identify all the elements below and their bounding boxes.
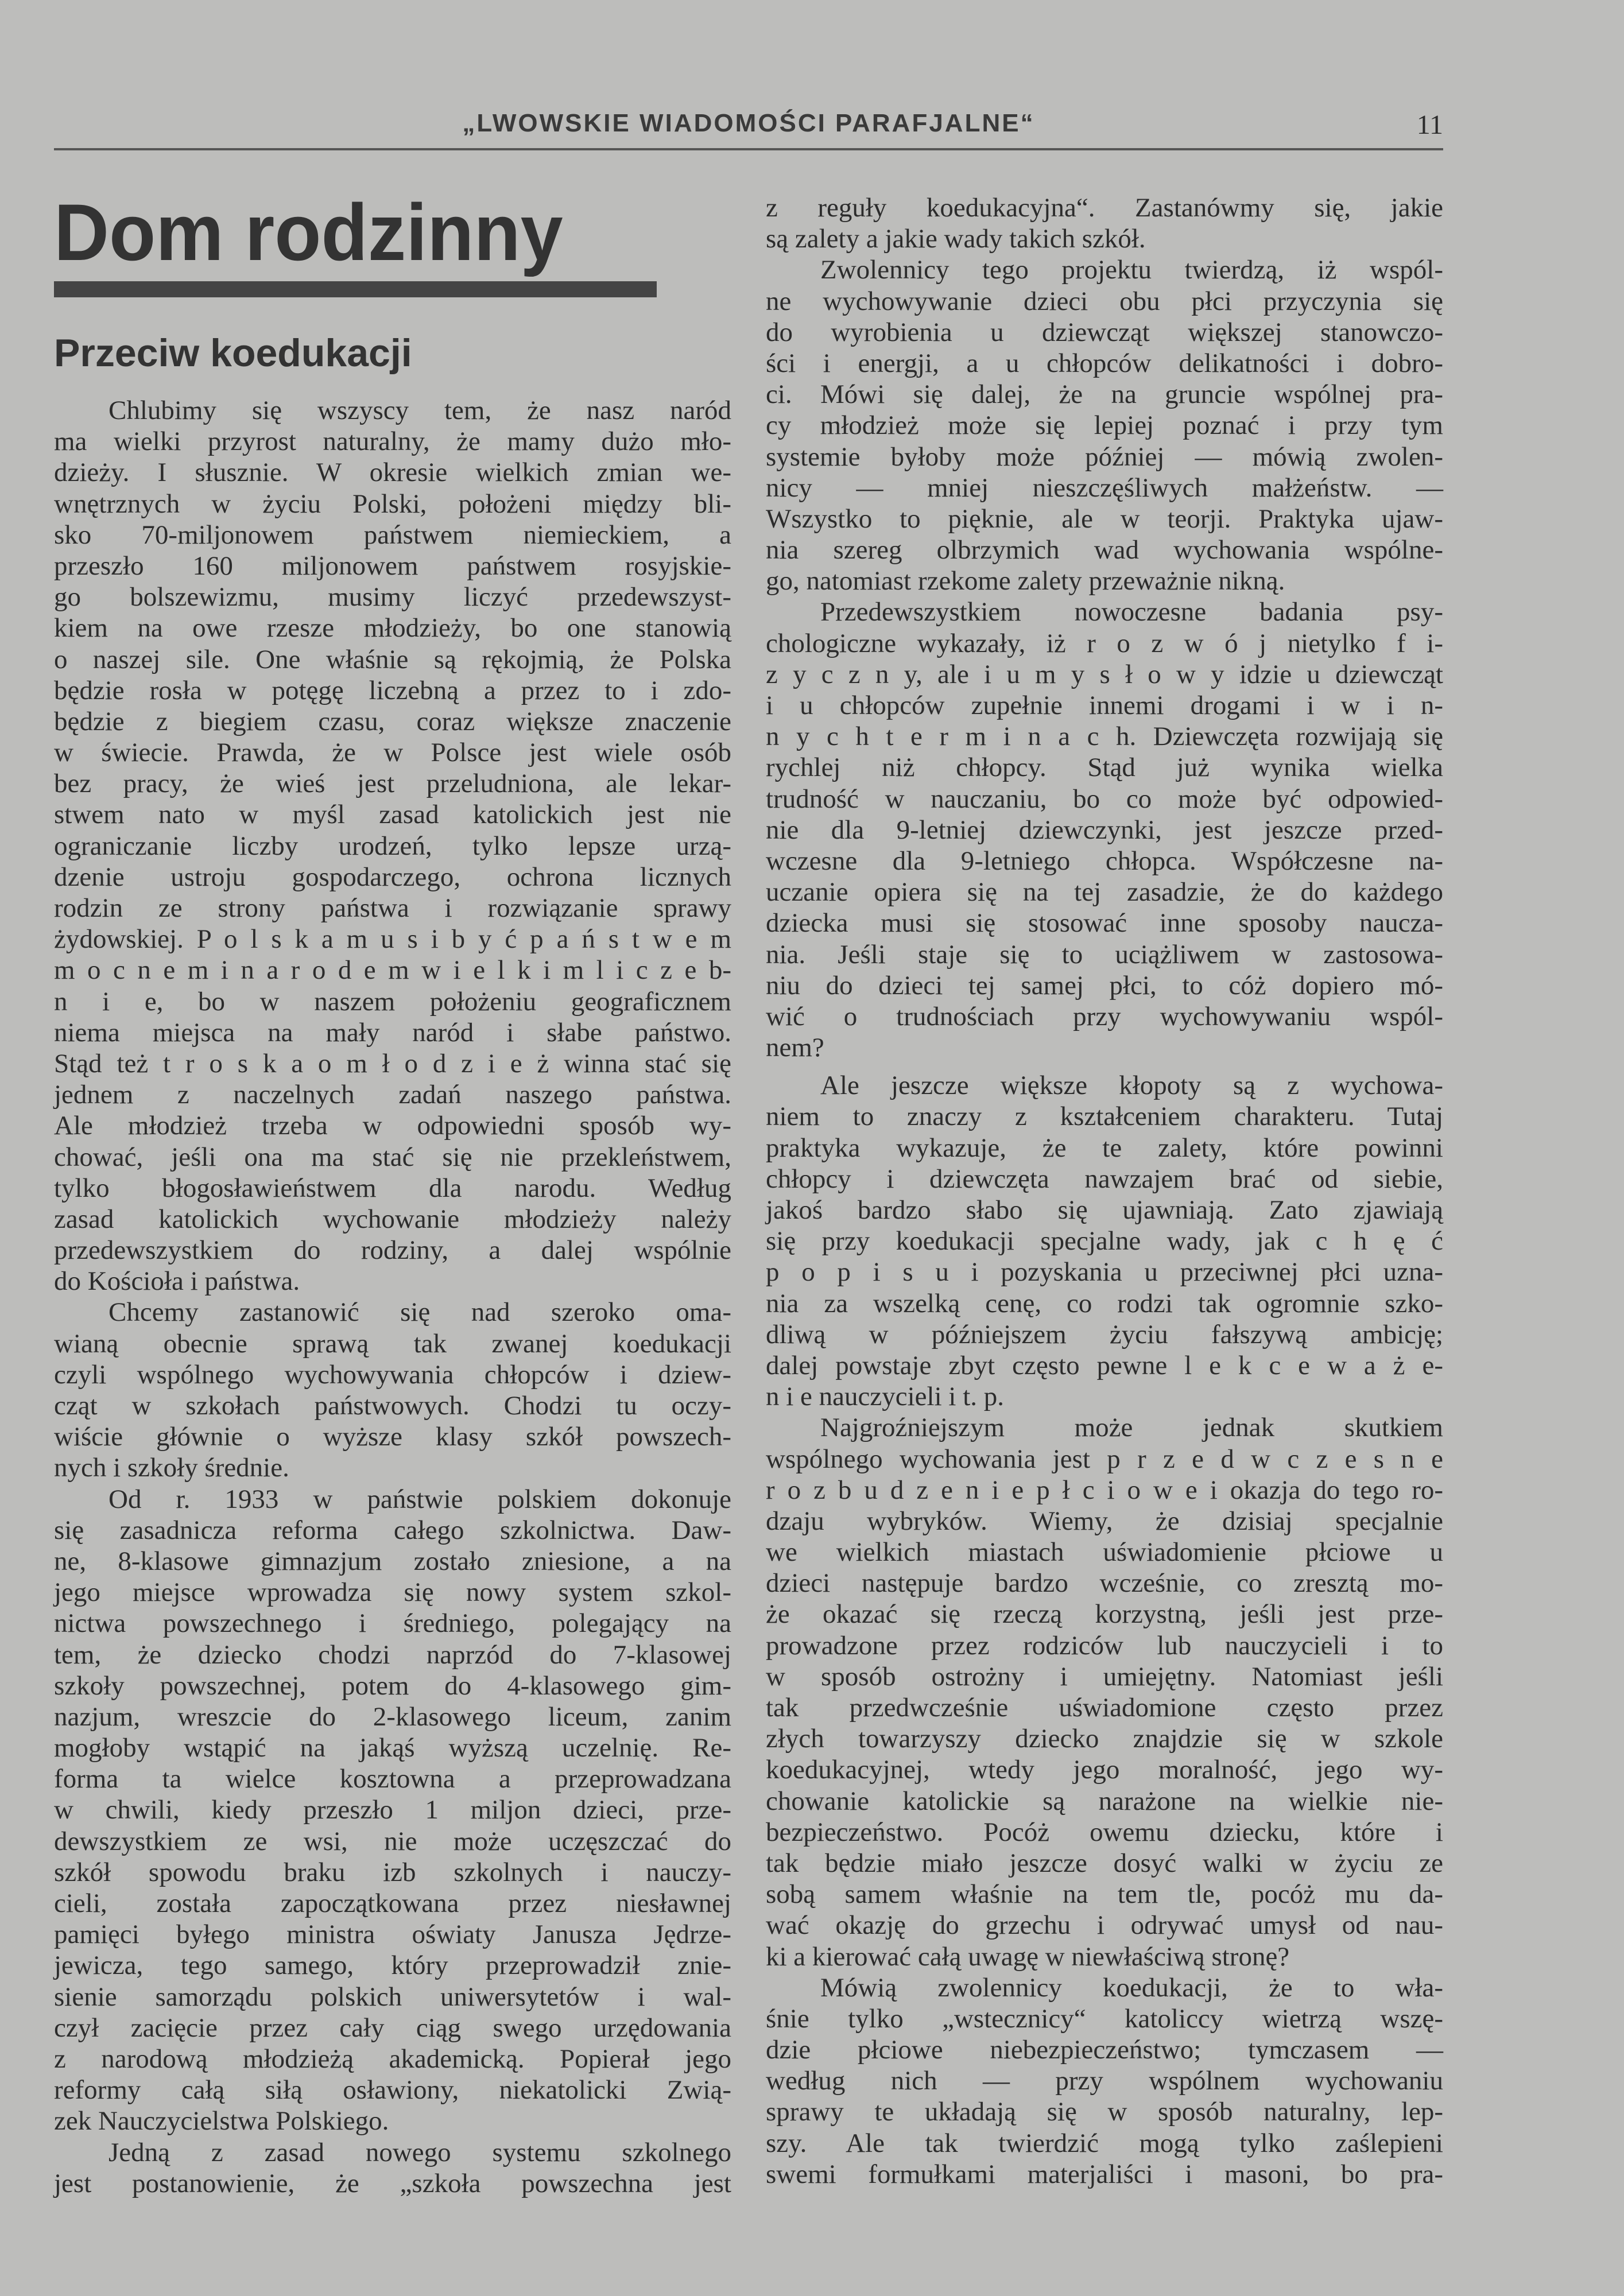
- text-line: się przy koedukacji specjalne wady, jak c h ę ć: [766, 1226, 1443, 1256]
- text-line: nicy — mniej nieszczęśliwych małżeństw. —: [766, 472, 1443, 503]
- article-title: Dom rodzinny: [54, 187, 563, 277]
- text-line: się zasadnicza reforma całego szkolnictwa. Daw-: [54, 1515, 731, 1545]
- text-line: szkół spowodu braku izb szkolnych i nauczy-: [54, 1857, 731, 1887]
- text-line: Od r. 1933 w państwie polskiem dokonuje: [108, 1484, 731, 1514]
- text-line: ci. Mówi się dalej, że na gruncie wspólnej pra-: [766, 379, 1443, 410]
- text-line: chologiczne wykazały, iż r o z w ó j nietylko f i-: [766, 628, 1443, 658]
- text-line: nictwa powszechnego i średniego, polegający na: [54, 1608, 731, 1639]
- text-line: cząt w szkołach państwowych. Chodzi tu oczy-: [54, 1391, 731, 1421]
- running-title: „LWOWSKIE WIADOMOŚCI PARAFJALNE“: [462, 109, 1035, 137]
- text-line: chłopcy i dziewczęta nawzajem brać od siebie,: [766, 1163, 1443, 1194]
- text-line: w chwili, kiedy przeszło 1 miljon dzieci, prze-: [54, 1795, 731, 1825]
- text-line: mogłoby wstąpić na jakąś wyższą uczelnię. Re-: [54, 1733, 731, 1763]
- text-line: niu do dzieci tej samej płci, to cóż dopiero mó-: [766, 970, 1443, 1000]
- text-line: ma wielki przyrost naturalny, że mamy dużo mło-: [54, 426, 731, 457]
- text-line: rodzin ze strony państwa i rozwiązanie sprawy: [54, 893, 731, 923]
- text-line: że okazać się rzeczą korzystną, jeśli jest prze-: [766, 1599, 1443, 1630]
- text-line: dzieci następuje bardzo wcześnie, co zresztą mo-: [766, 1568, 1443, 1599]
- page-header: [54, 109, 1443, 149]
- text-line: nia szereg olbrzymich wad wychowania wspólne-: [766, 535, 1443, 565]
- paragraph: [54, 2137, 731, 2199]
- paragraph: [766, 1972, 1443, 2190]
- text-line: dziecka musi się stosować inne sposoby naucza-: [766, 908, 1443, 938]
- text-line: prowadzone przez rodziców lub nauczycieli i to: [766, 1630, 1443, 1661]
- paragraph: [766, 596, 1443, 1063]
- text-line: go bolszewizmu, musimy liczyć przedewszyst-: [54, 582, 731, 612]
- text-line: tem, że dziecko chodzi naprzód do 7-klasowej: [54, 1639, 731, 1670]
- text-line: dalej powstaje zbyt często pewne l e k c e w a ż e-: [766, 1350, 1443, 1380]
- text-line: zasad katolickich wychowanie młodzieży należy: [54, 1204, 731, 1234]
- text-line: dzieży. I słusznie. W okresie wielkich zmian we-: [54, 457, 731, 488]
- text-line: swemi formułkami materjaliści i masoni, bo pra-: [766, 2159, 1443, 2189]
- page-number: 11: [1416, 110, 1443, 140]
- text-line: złych towarzyszy dziecko znajdzie się w szkole: [766, 1724, 1443, 1754]
- text-line: cieli, została zapoczątkowana przez niesławnej: [54, 1888, 731, 1918]
- text-line: reformy całą siłą osławiony, niekatolicki Zwią-: [54, 2075, 731, 2105]
- text-line: według nich — przy wspólnem wychowaniu: [766, 2066, 1443, 2096]
- title-underline-bar: [54, 281, 657, 297]
- text-line: w sposób ostrożny i umiejętny. Natomiast jeśli: [766, 1661, 1443, 1692]
- text-line: kiem na owe rzesze młodzieży, bo one stanowią: [54, 613, 731, 643]
- text-line: wianą obecnie sprawą tak zwanej koedukacji: [54, 1328, 731, 1359]
- text-line: Stąd też t r o s k a o m ł o d z i e ż winna stać się: [54, 1048, 731, 1079]
- text-line: Wszystko to pięknie, ale w teorji. Praktyka ujaw-: [766, 503, 1443, 534]
- text-line: Najgroźniejszym może jednak skutkiem: [820, 1413, 1443, 1443]
- text-line: niema miejsca na mały naród i słabe państwo.: [54, 1017, 731, 1048]
- text-line: z narodową młodzieżą akademicką. Popierał jego: [54, 2043, 731, 2074]
- article-subtitle: Przeciw koedukacji: [54, 331, 412, 375]
- text-line: Ale młodzież trzeba w odpowiedni sposób wy-: [54, 1111, 731, 1141]
- text-line: nazjum, wreszcie do 2-klasowego liceum, zanim: [54, 1701, 731, 1732]
- text-line: jakoś bardzo słabo się ujawniają. Zato zjawiają: [766, 1195, 1443, 1225]
- text-line: będzie z biegiem czasu, coraz większe znaczenie: [54, 706, 731, 736]
- text-line: trudność w nauczaniu, bo co może być odpowied-: [766, 784, 1443, 814]
- text-line: wczesne dla 9-letniego chłopca. Współczesne na-: [766, 846, 1443, 876]
- header-rule: [54, 148, 1443, 150]
- text-line: tak przedwcześnie uświadomione często przez: [766, 1693, 1443, 1723]
- text-line: Przedewszystkiem nowoczesne badania psy-: [820, 597, 1443, 627]
- text-line: cy młodzież może się lepiej poznać i przy tym: [766, 410, 1443, 441]
- text-line: uczanie opiera się na tej zasadzie, że do każdego: [766, 877, 1443, 907]
- text-line: przedewszystkiem do rodziny, a dalej wspólnie: [54, 1235, 731, 1266]
- text-line: jewicza, tego samego, który przeprowadził znie-: [54, 1950, 731, 1981]
- text-line: śnie tylko „wstecznicy“ katoliccy wietrzą wszę-: [766, 2003, 1443, 2034]
- paragraph: [54, 1484, 731, 2137]
- text-line: czył zacięcie przez cały ciąg swego urzędowania: [54, 2012, 731, 2043]
- text-line: wnętrznych w życiu Polski, położeni między bli-: [54, 488, 731, 519]
- text-line: Jedną z zasad nowego systemu szkolnego: [108, 2137, 731, 2167]
- text-line: dzenie ustroju gospodarczego, ochrona licznych: [54, 862, 731, 892]
- text-line: Chcemy zastanowić się nad szeroko oma-: [108, 1297, 731, 1328]
- text-line: wać okazję do grzechu i odrywać umysł od nau-: [766, 1910, 1443, 1941]
- text-line: tylko błogosławieństwem dla narodu. Według: [54, 1173, 731, 1203]
- text-line: pamięci byłego ministra oświaty Janusza Jędrze-: [54, 1919, 731, 1950]
- text-line: dliwą w późniejszem życiu fałszywą ambicję;: [766, 1319, 1443, 1349]
- text-line: ści i energji, a u chłopców delikatności i dobro-: [766, 348, 1443, 378]
- text-line: wiście głównie o wyższe klasy szkół powszech-: [54, 1422, 731, 1452]
- text-line: n i e, bo w naszem położeniu geograficznem: [54, 986, 731, 1017]
- text-line: praktyka wykazuje, że te zalety, które powinni: [766, 1133, 1443, 1163]
- text-line: i u chłopców zupełnie innemi drogami i w i n-: [766, 691, 1443, 720]
- text-line: go, natomiast rzekome zalety przeważnie nikną.: [766, 566, 1285, 596]
- text-line: zek Nauczycielstwa Polskiego.: [54, 2106, 389, 2136]
- text-line: ne, 8-klasowe gimnazjum zostało zniesione, a na: [54, 1546, 731, 1576]
- paragraph: [766, 192, 1443, 254]
- text-line: we wielkich miastach uświadomienie płciowe u: [766, 1537, 1443, 1568]
- text-line: są zalety a jakie wady takich szkół.: [766, 224, 1146, 254]
- text-line: jednem z naczelnych zadań naszego państwa.: [54, 1080, 731, 1110]
- text-line: sko 70-miljonowem państwem niemieckiem, a: [54, 519, 731, 550]
- text-line: z y c z n y, ale i u m y s ł o w y idzie u dziewcząt: [766, 659, 1443, 689]
- text-line: m o c n e m i n a r o d e m w i e l k i m l i c z e b-: [54, 955, 731, 986]
- text-line: czyli wspólnego wychowywania chłopców i dziew-: [54, 1359, 731, 1390]
- text-line: do wyrobienia u dziewcząt większej stanowczo-: [766, 317, 1443, 347]
- text-line: forma ta wielce kosztowna a przeprowadzana: [54, 1764, 731, 1794]
- text-line: ograniczanie liczby urodzeń, tylko lepsze urzą-: [54, 831, 731, 861]
- text-line: stwem nato w myśl zasad katolickich jest nie: [54, 800, 731, 830]
- text-line: p o p i s u i pozyskania u przeciwnej płci uzna-: [766, 1257, 1443, 1287]
- text-line: szkoły powszechnej, potem do 4-klasowego gim-: [54, 1670, 731, 1701]
- text-line: chowanie katolickie są narażone na wielkie nie-: [766, 1786, 1443, 1816]
- text-line: do Kościoła i państwa.: [54, 1266, 300, 1297]
- text-line: dzie płciowe niebezpieczeństwo; tymczasem —: [766, 2035, 1443, 2065]
- text-line: nia. Jeśli staje się to uciążliwem w zastosowa-: [766, 939, 1443, 969]
- text-line: sprawy te układają się w sposób naturalny, lep-: [766, 2097, 1443, 2127]
- text-line: nia za wszelką cenę, co rodzi tak ogromnie szko-: [766, 1288, 1443, 1318]
- text-line: z reguły koedukacyjna“. Zastanówmy się, jakie: [766, 193, 1443, 223]
- text-line: dzaju wybryków. Wiemy, że dzisiaj specjalnie: [766, 1506, 1443, 1536]
- text-line: bez pracy, że wieś jest przeludniona, ale lekar-: [54, 769, 731, 799]
- text-line: Ale jeszcze większe kłopoty są z wychowa-: [820, 1071, 1443, 1101]
- text-line: systemie byłoby może później — mówią zwolen-: [766, 441, 1443, 472]
- text-line: niem to znaczy z kształceniem charakteru. Tutaj: [766, 1102, 1443, 1132]
- text-line: r o z b u d z e n i e p ł c i o w e i okazja do tego ro-: [766, 1475, 1443, 1505]
- text-line: żydowskiej. P o l s k a m u s i b y ć p a ń s t w e m: [54, 924, 731, 955]
- text-line: dewszystkiem ze wsi, nie może uczęszczać do: [54, 1826, 731, 1856]
- text-line: n i e nauczycieli i t. p.: [766, 1382, 1005, 1412]
- paragraph: [54, 395, 731, 1297]
- text-line: rychlej niż chłopcy. Stąd już wynika wielka: [766, 753, 1443, 783]
- text-line: Chlubimy się wszyscy tem, że nasz naród: [108, 395, 731, 425]
- right-column: [766, 192, 1443, 2190]
- text-line: jest postanowienie, że „szkoła powszechna jest: [54, 2168, 731, 2198]
- text-line: sobą samem właśnie na tem tle, pocóż mu da-: [766, 1879, 1443, 1910]
- text-line: ne wychowywanie dzieci obu płci przyczynia się: [766, 286, 1443, 316]
- text-line: sienie samorządu polskich uniwersytetów i wal-: [54, 1981, 731, 2012]
- paragraph: [54, 1297, 731, 1483]
- text-line: nych i szkoły średnie.: [54, 1453, 289, 1483]
- text-line: chować, jeśli ona ma stać się nie przekleństwem,: [54, 1142, 731, 1172]
- text-line: szy. Ale tak twierdzić mogą tylko zaślepieni: [766, 2128, 1443, 2158]
- text-line: wić o trudnościach przy wychowywaniu wspól-: [766, 1001, 1443, 1031]
- text-line: nie dla 9-letniej dziewczynki, jest jeszcze przed-: [766, 815, 1443, 845]
- text-line: o naszej sile. One właśnie są rękojmią, że Polska: [54, 644, 731, 674]
- text-line: w świecie. Prawda, że w Polsce jest wiele osób: [54, 738, 731, 768]
- text-line: ki a kierować całą uwagę w niewłaściwą stronę?: [766, 1941, 1290, 1972]
- paragraph: [766, 254, 1443, 596]
- text-line: wspólnego wychowania jest p r z e d w c z e s n e: [766, 1444, 1443, 1474]
- text-line: Zwolennicy tego projektu twierdzą, iż wspól-: [820, 255, 1443, 285]
- text-line: bezpieczeństwo. Pocóż owemu dziecku, które i: [766, 1817, 1443, 1847]
- text-line: tak będzie miało jeszcze dosyć walki w życiu ze: [766, 1848, 1443, 1878]
- text-line: nem?: [766, 1033, 824, 1063]
- text-line: będzie rosła w potęgę liczebną a przez to i zdo-: [54, 675, 731, 705]
- text-line: przeszło 160 miljonowem państwem rosyjskie-: [54, 550, 731, 581]
- text-line: jego miejsce wprowadza się nowy system szkol-: [54, 1577, 731, 1608]
- left-column: [54, 395, 731, 2199]
- text-line: Mówią zwolennicy koedukacji, że to wła-: [820, 1972, 1443, 2003]
- paragraph: [766, 1070, 1443, 1412]
- text-line: n y c h t e r m i n a c h. Dziewczęta rozwijają się: [766, 722, 1443, 752]
- paragraph: [766, 1412, 1443, 1972]
- text-line: koedukacyjnej, wtedy jego moralność, jego wy-: [766, 1755, 1443, 1785]
